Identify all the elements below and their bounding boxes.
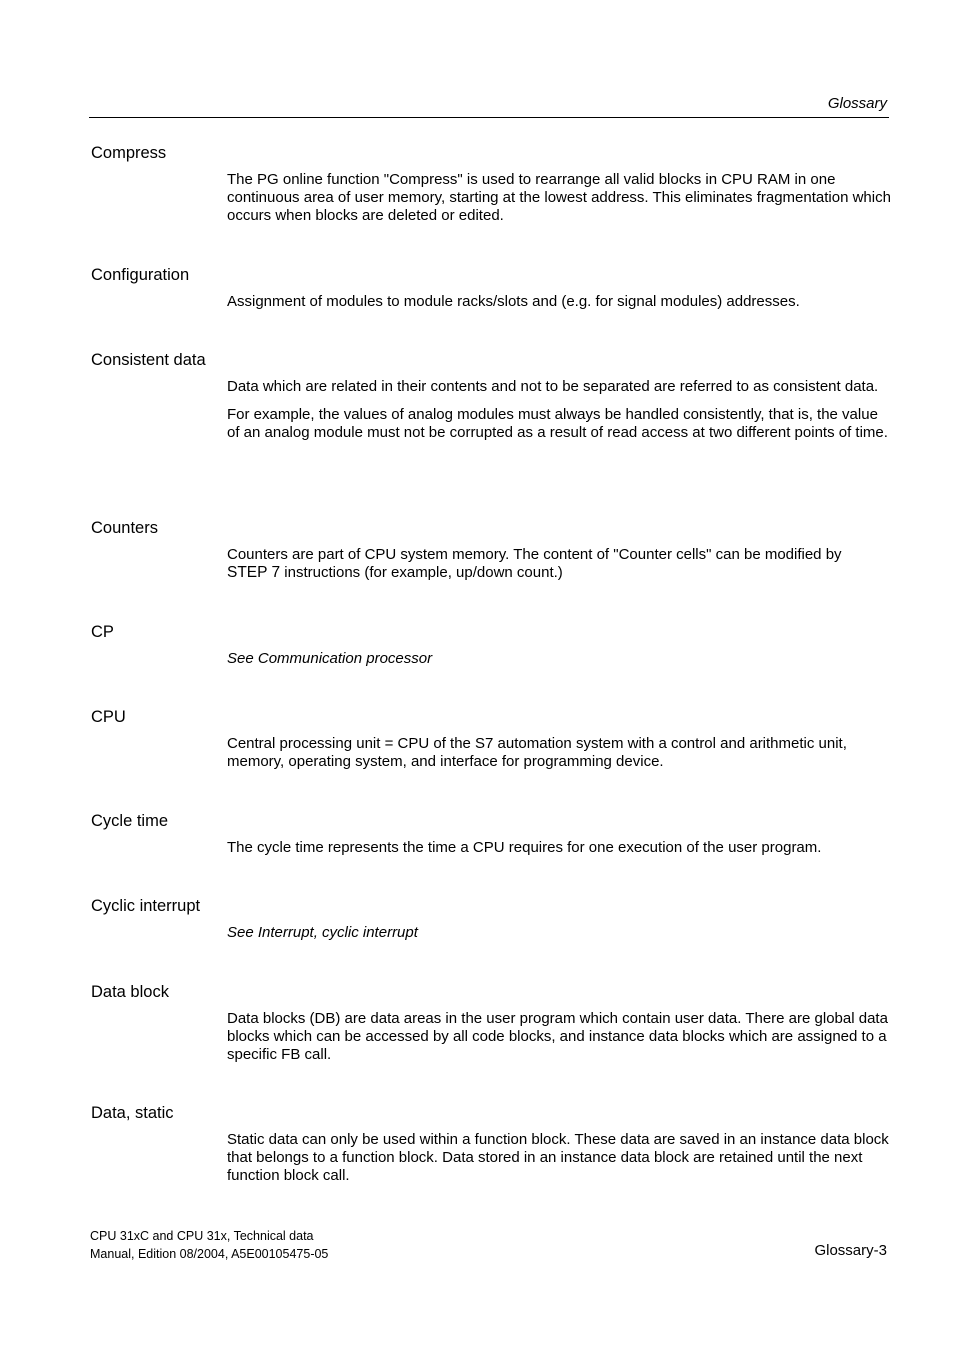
definition-paragraph: Assignment of modules to module racks/slots and (e.g. for signal modules) addresses. <box>227 293 800 310</box>
glossary-definition <box>227 924 892 942</box>
see-also-reference: See Communication processor <box>227 650 433 667</box>
glossary-term: Cycle time <box>91 812 169 830</box>
definition-paragraph: Static data can only be used within a function block. These data are saved in an instance data block that belongs to a function block. Data stored in an instance data block are retained until the next function block call. <box>227 1131 889 1184</box>
glossary-term: Configuration <box>91 266 190 284</box>
glossary-term: Data block <box>91 983 169 1001</box>
definition-paragraph: For example, the values of analog modules must always be handled consistently, that is, the value of an analog module must not be corrupted as a result of read access at two different points of time. <box>227 406 888 441</box>
glossary-term: Cyclic interrupt <box>91 897 201 915</box>
section-title: Glossary <box>827 95 887 112</box>
glossary-term: Consistent data <box>91 351 206 369</box>
glossary-term: Data, static <box>91 1104 174 1122</box>
glossary-definition <box>227 293 892 311</box>
definition-text: Counters are part of CPU system memory. The content of "Counter cells" can be modified by <box>227 546 842 563</box>
definition-paragraph: The PG online function "Compress" is used to rearrange all valid blocks in CPU RAM in one continuous area of user memory, starting at the lowest address. This eliminates fragmentation which occurs when blocks are deleted or edited. <box>227 171 891 224</box>
footer-manual-title: CPU 31xC and CPU 31x, Technical data <box>90 1229 314 1243</box>
definition-text-tail: instructions (for example, up/down count.) <box>280 564 563 581</box>
glossary-term: CPU <box>91 708 126 726</box>
step7-keyword: STEP 7 <box>227 564 281 581</box>
definition-paragraph: Data which are related in their contents and not to be separated are referred to as consistent data. <box>227 378 879 395</box>
glossary-definition <box>227 1010 892 1064</box>
header-rule <box>89 117 889 118</box>
glossary-term: CP <box>91 623 114 641</box>
glossary-definition <box>227 650 892 668</box>
glossary-definition <box>227 839 892 857</box>
definition-paragraph: Data blocks (DB) are data areas in the user program which contain user data. There are global data blocks which can be accessed by all code blocks, and instance data blocks which are assigned to a specific FB call. <box>227 1010 888 1063</box>
definition-paragraph: The cycle time represents the time a CPU requires for one execution of the user program. <box>227 839 822 856</box>
glossary-definition <box>227 735 892 771</box>
footer-edition: Manual, Edition 08/2004, A5E00105475-05 <box>90 1247 329 1261</box>
glossary-definition <box>227 378 892 442</box>
see-also-reference: See Interrupt, cyclic interrupt <box>227 924 418 941</box>
footer-document-info <box>90 1227 328 1263</box>
definition-paragraph <box>227 546 892 582</box>
glossary-term: Counters <box>91 519 158 537</box>
glossary-definition <box>227 546 892 582</box>
page-number: Glossary-3 <box>814 1242 887 1259</box>
definition-paragraph: Central processing unit = CPU of the S7 automation system with a control and arithmetic unit, memory, operating system, and interface for programming device. <box>227 735 847 770</box>
glossary-term: Compress <box>91 144 167 162</box>
glossary-definition <box>227 1131 892 1185</box>
glossary-definition <box>227 171 892 225</box>
